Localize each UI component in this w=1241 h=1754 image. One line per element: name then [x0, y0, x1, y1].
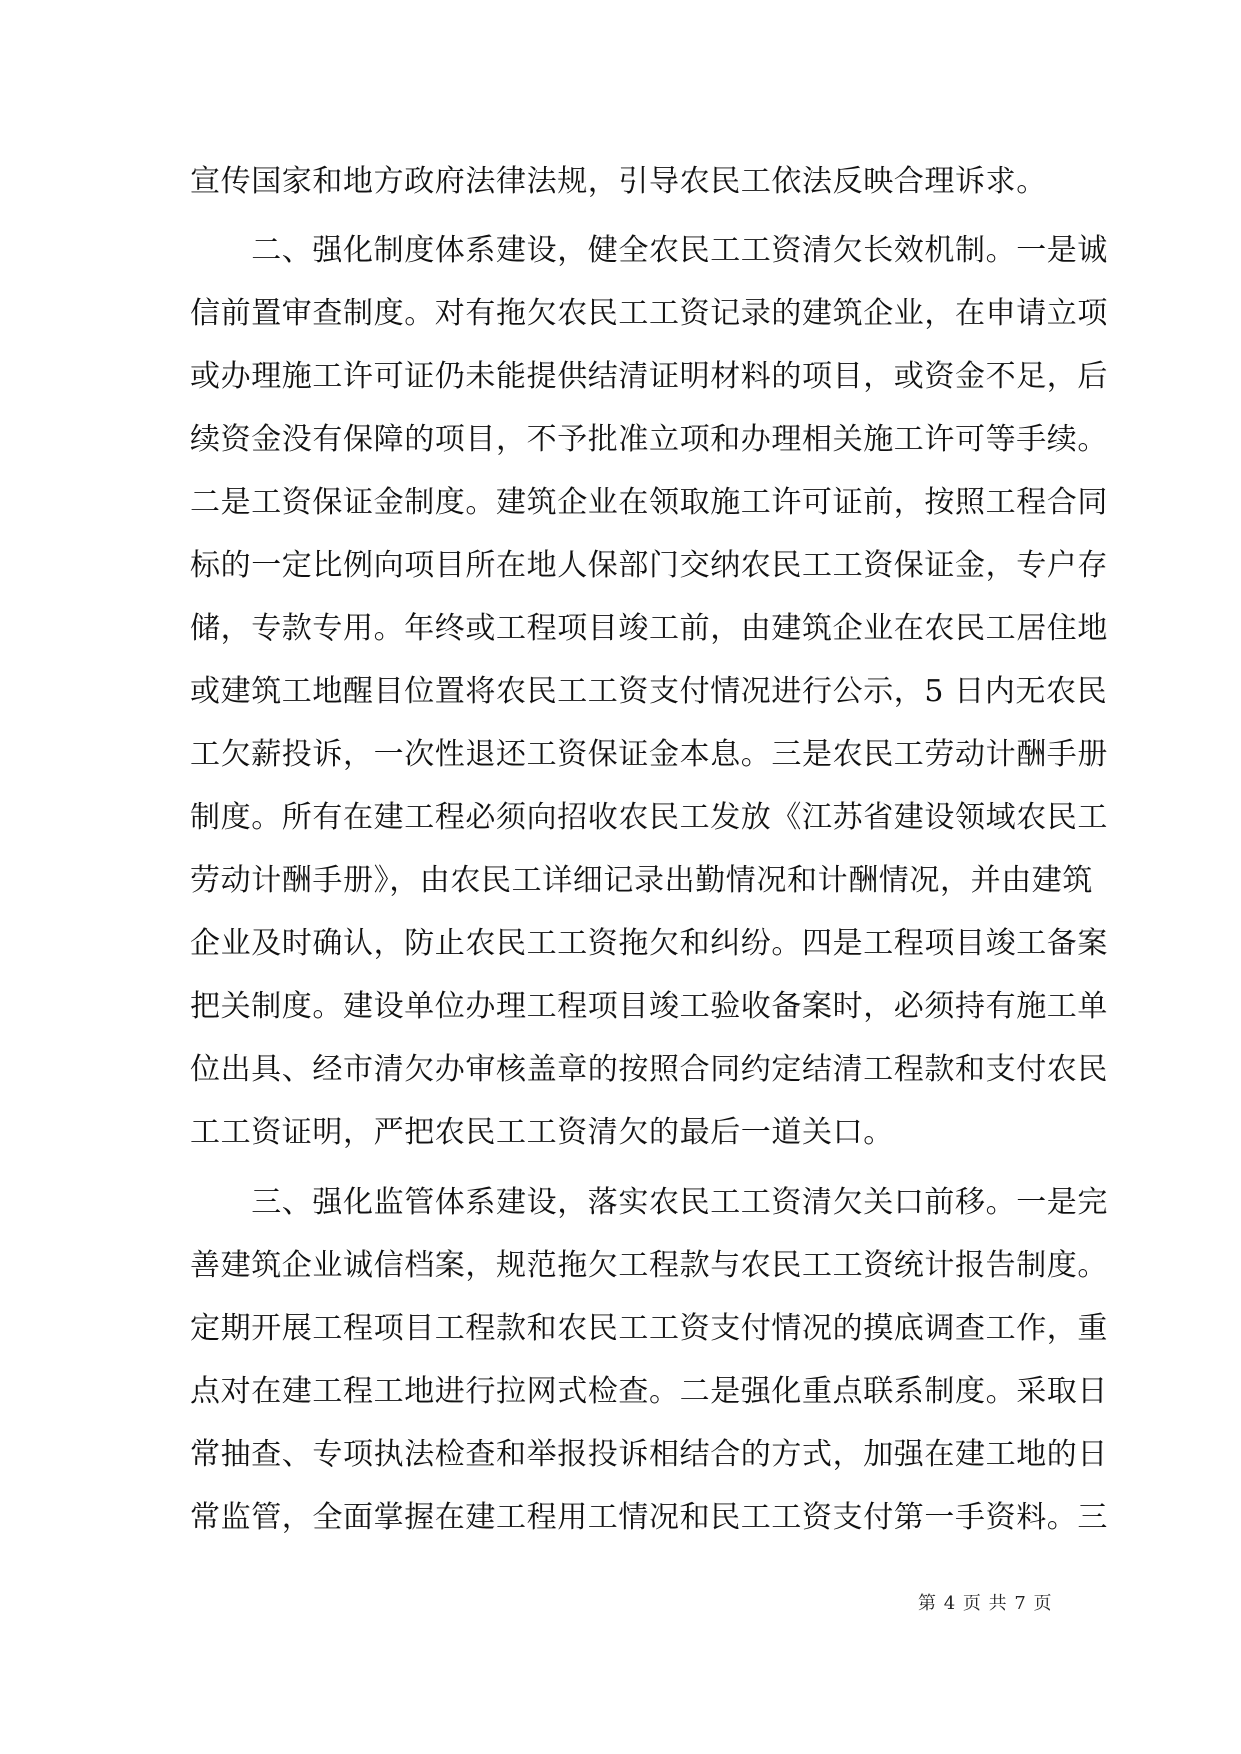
text-line: 定期开展工程项目工程款和农民工工资支付情况的摸底调查工作，重: [190, 1311, 1108, 1346]
text-line: 三、强化监管体系建设，落实农民工工资清欠关口前移。一是完: [190, 1185, 1108, 1220]
text-line: 储，专款专用。年终或工程项目竣工前，由建筑企业在农民工居住地: [190, 611, 1108, 646]
text-line: 常监管，全面掌握在建工程用工情况和民工工资支付第一手资料。三: [190, 1500, 1108, 1535]
text-line: 二、强化制度体系建设，健全农民工工资清欠长效机制。一是诚: [190, 233, 1108, 268]
page-number-footer: 第 4 页 共 7 页: [918, 1593, 1053, 1614]
text-line: 把关制度。建设单位办理工程项目竣工验收备案时，必须持有施工单: [190, 989, 1108, 1024]
text-line: 或办理施工许可证仍未能提供结清证明材料的项目，或资金不足，后: [190, 359, 1108, 394]
text-line: 制度。所有在建工程必须向招收农民工发放《江苏省建设领域农民工: [190, 800, 1108, 835]
text-line: 信前置审查制度。对有拖欠农民工工资记录的建筑企业，在申请立项: [190, 296, 1108, 331]
text-line: 企业及时确认，防止农民工工资拖欠和纠纷。四是工程项目竣工备案: [190, 926, 1108, 961]
text-line: 劳动计酬手册》，由农民工详细记录出勤情况和计酬情况，并由建筑: [190, 863, 1093, 898]
text-line: 二是工资保证金制度。建筑企业在领取施工许可证前，按照工程合同: [190, 485, 1108, 520]
text-line: 善建筑企业诚信档案，规范拖欠工程款与农民工工资统计报告制度。: [190, 1248, 1108, 1283]
text-line: 标的一定比例向项目所在地人保部门交纳农民工工资保证金，专户存: [190, 548, 1108, 583]
text-line: 位出具、经市清欠办审核盖章的按照合同约定结清工程款和支付农民: [190, 1052, 1108, 1087]
text-line: 续资金没有保障的项目，不予批准立项和办理相关施工许可等手续。: [190, 422, 1108, 457]
text-line: 工工资证明，严把农民工工资清欠的最后一道关口。: [190, 1115, 894, 1150]
text-line: 宣传国家和地方政府法律法规，引导农民工依法反映合理诉求。: [190, 164, 1047, 199]
text-line: 常抽查、专项执法检查和举报投诉相结合的方式，加强在建工地的日: [190, 1437, 1108, 1472]
text-line: 或建筑工地醒目位置将农民工工资支付情况进行公示，5 日内无农民: [190, 674, 1108, 709]
text-line: 工欠薪投诉，一次性退还工资保证金本息。三是农民工劳动计酬手册: [190, 737, 1108, 772]
text-line: 点对在建工程工地进行拉网式检查。二是强化重点联系制度。采取日: [190, 1374, 1108, 1409]
